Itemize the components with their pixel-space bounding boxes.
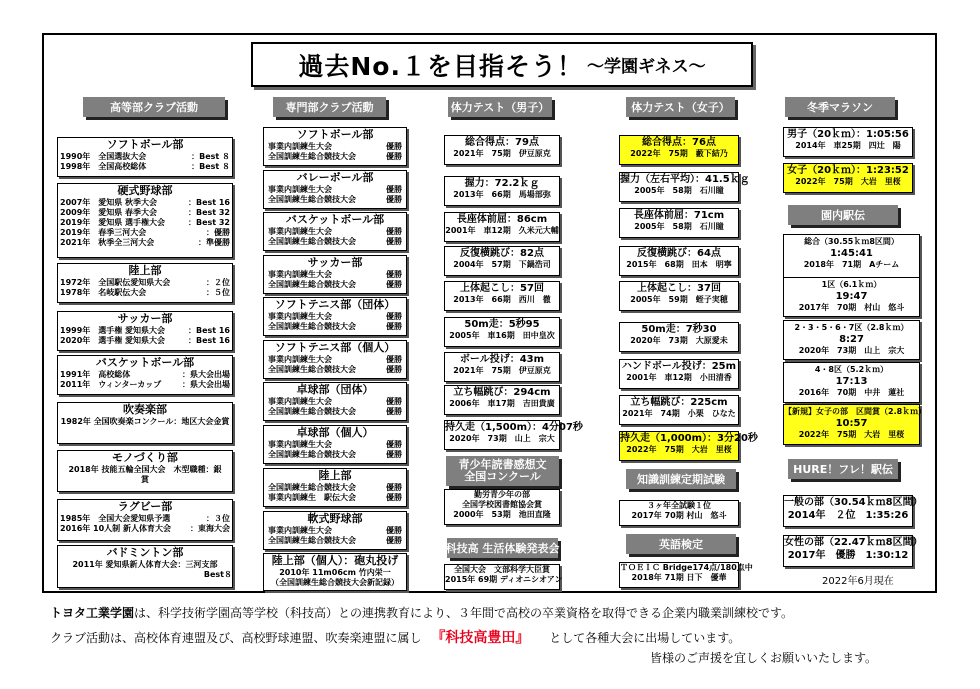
fitness-record-card bbox=[619, 208, 739, 238]
essay-award: 全国学校図書館協会賞 bbox=[462, 500, 542, 509]
record-event: 事業内訓練生大会 bbox=[268, 526, 332, 535]
presentation-holder: 2015年 69期 ディオニシオアン bbox=[445, 575, 563, 584]
record-title: 総合得点：76点 bbox=[642, 137, 716, 148]
record-holder: 2001年 車12期 久米元大輔 bbox=[445, 226, 559, 235]
fitness-record-card bbox=[444, 135, 560, 165]
record-event: 全国訓練生総合競技大会 bbox=[268, 152, 356, 161]
club-record: 1982年 全国吹奏楽コンクール：地区大会金賞 bbox=[60, 417, 230, 426]
record-result: ：準優勝 bbox=[198, 238, 230, 247]
ekiden-record-card bbox=[783, 320, 920, 360]
footer-line-1-text: は、科学技術学園高等学校（科技高）との連携教育により、３年間で高校の卒業資格を取得できる企業内職業訓練校です。 bbox=[134, 606, 794, 620]
title-main: 過去No.１を目指そう！ bbox=[298, 51, 583, 81]
english-test-card bbox=[619, 562, 753, 588]
header-life-experience-presentation: 科技高 生活体験発表会 bbox=[447, 538, 558, 558]
club-name: モノづくり部 bbox=[112, 451, 178, 464]
club-record bbox=[264, 142, 406, 152]
record-event: 全国訓練生総合競技大会 bbox=[268, 450, 356, 459]
fitness-record-card bbox=[444, 246, 560, 276]
hure-ekiden-card bbox=[783, 495, 923, 527]
record-event: 全国訓練生総合競技大会 bbox=[268, 365, 356, 374]
club-name: サッカー部 bbox=[117, 312, 173, 325]
ekiden-time: 10:57 bbox=[835, 418, 868, 429]
ekiden-record-card bbox=[783, 234, 920, 280]
fitness-record-card bbox=[444, 176, 560, 206]
record-event: 全国訓練生総合競技大会 bbox=[268, 407, 356, 416]
record-result: ：Best 32 bbox=[187, 218, 230, 227]
record-event: 2009年 愛知県 春季大会 bbox=[60, 208, 158, 217]
ekiden-holder: 2017年 70期 村山 悠斗 bbox=[798, 303, 905, 312]
club-record bbox=[264, 450, 406, 460]
marathon-record-card bbox=[783, 127, 913, 157]
club-record bbox=[58, 218, 232, 228]
record-result: 2017年 優勝 1:30:12 bbox=[787, 550, 909, 561]
club-record bbox=[264, 185, 406, 195]
essay-holder: 2000年 53期 池田直隆 bbox=[453, 510, 551, 519]
record-result: ：Best ８ bbox=[191, 152, 230, 161]
ekiden-section: 2・3・5・6・7区（2.8ｋｍ） bbox=[794, 323, 909, 332]
record-result: ：県大会出場 bbox=[182, 370, 230, 379]
club-record bbox=[264, 322, 406, 332]
record-holder: 2021年 75期 伊豆原克 bbox=[453, 149, 551, 158]
record-result: ：２位 bbox=[206, 278, 230, 287]
header-hure-ekiden: HURE！フレ！駅伝 bbox=[788, 459, 898, 479]
record-holder: 2022年 75期 藪下結乃 bbox=[630, 149, 728, 158]
record-event: 2011年 ウィンターカップ bbox=[60, 380, 162, 389]
record-holder: 2021年 74期 小栗 ひなた bbox=[622, 409, 736, 418]
fitness-record-card bbox=[619, 322, 739, 352]
ekiden-holder: 2016年 70期 中井 蓮社 bbox=[798, 388, 905, 397]
club-record bbox=[264, 195, 406, 205]
club-name: 硬式野球部 bbox=[117, 184, 173, 197]
vocational-club-card bbox=[263, 340, 407, 379]
ekiden-record-card bbox=[783, 277, 920, 317]
vocational-club-card bbox=[263, 255, 407, 294]
club-record bbox=[58, 208, 232, 218]
record-holder: 2004年 57期 下鍋浩司 bbox=[453, 260, 551, 269]
high-school-club-card bbox=[57, 183, 233, 258]
record-holder: 2006年 車17期 吉田貴廣 bbox=[449, 399, 555, 408]
essay-contest-card bbox=[444, 489, 560, 525]
fitness-record-card bbox=[444, 420, 583, 450]
record-event: 2019年 春季三河大会 bbox=[60, 228, 147, 237]
record-result: 優勝 bbox=[386, 397, 402, 406]
record-title: 持久走（1,500m）：4分07秒 bbox=[445, 422, 583, 433]
record-result: 優勝 bbox=[386, 280, 402, 289]
ekiden-time: 19:47 bbox=[835, 291, 868, 302]
club-record bbox=[264, 536, 406, 546]
record-title: 反復横跳び：64点 bbox=[637, 248, 721, 259]
record-title: 立ち幅跳び：294cm bbox=[453, 387, 551, 398]
club-name: 軟式野球部 bbox=[307, 512, 363, 525]
knowledge-exam-card bbox=[619, 500, 739, 526]
header-campus-ekiden: 園内駅伝 bbox=[788, 205, 898, 225]
club-name: サッカー部 bbox=[307, 256, 363, 269]
vocational-club-card bbox=[263, 553, 407, 591]
record-title: 上体起こし：37回 bbox=[637, 283, 721, 294]
record-event: 全国訓練生総合競技大会 bbox=[268, 322, 356, 331]
record-event: 事業内訓練生大会 bbox=[268, 397, 332, 406]
club-record bbox=[58, 278, 232, 288]
record-event: 全国訓練生総合競技大会 bbox=[268, 483, 356, 492]
fitness-record-card bbox=[619, 359, 739, 389]
header-essay-contest: 青少年読書感想文 全国コンクール bbox=[446, 456, 559, 486]
as-of-date: 2022年6月現在 bbox=[822, 576, 894, 587]
club-name: バレーボール部 bbox=[296, 171, 374, 184]
ekiden-record-card bbox=[783, 404, 927, 445]
fitness-record-card bbox=[444, 385, 560, 415]
club-record bbox=[264, 397, 406, 407]
club-name: 陸上部 bbox=[318, 469, 352, 482]
record-event: 全国訓練生総合競技大会 bbox=[268, 280, 356, 289]
club-record bbox=[264, 270, 406, 280]
record-title: ハンドボール投げ：25m bbox=[621, 361, 737, 372]
record-event: 1999年 選手権 愛知県大会 bbox=[60, 326, 166, 335]
record-result: ：Best 16 bbox=[187, 198, 230, 207]
fitness-record-card bbox=[619, 281, 739, 311]
record-holder: 2013年 66期 馬場部弥 bbox=[453, 190, 551, 199]
record-event: 2007年 愛知県 秋季大会 bbox=[60, 198, 158, 207]
record-title: 握力（左右平均）：41.5ｋｇ bbox=[620, 174, 750, 185]
record-event: 全国訓練生総合競技大会 bbox=[268, 237, 356, 246]
club-name: ラグビー部 bbox=[117, 500, 173, 513]
club-record bbox=[264, 407, 406, 417]
record-result: 優勝 bbox=[386, 312, 402, 321]
header-winter-marathon: 冬季マラソン bbox=[785, 97, 895, 117]
record-holder: 2005年 58期 石川瞳 bbox=[634, 222, 724, 231]
record-event: 1991年 高校総体 bbox=[60, 370, 131, 379]
high-school-club-card bbox=[57, 545, 233, 588]
vocational-club-card bbox=[263, 170, 407, 209]
record-result: 優勝 bbox=[386, 440, 402, 449]
club-record bbox=[264, 152, 406, 162]
ekiden-time: 1:45:41 bbox=[830, 248, 873, 259]
record-result: 優勝 bbox=[386, 152, 402, 161]
high-school-club-card bbox=[57, 355, 233, 395]
footer-line-2-pre: クラブ活動は、高校体育連盟及び、高校野球連盟、吹奏楽連盟に属し bbox=[50, 631, 422, 645]
ekiden-section: 1区（6.1ｋｍ） bbox=[821, 280, 882, 289]
record-title: 女性の部（22.47ｋｍ8区間） bbox=[784, 537, 923, 548]
club-name: ソフトボール部 bbox=[296, 128, 374, 141]
record-result: 優勝 bbox=[386, 407, 402, 416]
record-result: ：Best 16 bbox=[187, 336, 230, 345]
club-name: ソフトテニス部（団体） bbox=[274, 298, 396, 311]
record-event: 全国訓練生総合競技大会 bbox=[268, 536, 356, 545]
record-event: 2016年 10人制 新人体育大会 bbox=[60, 524, 171, 533]
record-result: 優勝 bbox=[386, 526, 402, 535]
record-holder: 2005年 58期 石川瞳 bbox=[634, 186, 724, 195]
high-school-club-card bbox=[57, 450, 233, 492]
header-high-school-clubs: 高等部クラブ活動 bbox=[83, 97, 225, 117]
header-english-test: 英語検定 bbox=[626, 534, 736, 554]
record-title: 立ち幅跳び：225cm bbox=[630, 397, 728, 408]
club-record bbox=[58, 380, 232, 390]
footer-line-3: 皆様のご声援を宜しくお願いいたします。 bbox=[650, 651, 878, 665]
record-event: 事業内訓練生大会 bbox=[268, 142, 332, 151]
record-title: 上体起こし：57回 bbox=[460, 283, 544, 294]
high-school-club-card bbox=[57, 499, 233, 541]
club-record bbox=[264, 237, 406, 247]
record-event: 1985年 全国大会愛知県予選 bbox=[60, 514, 171, 523]
record-event: 事業内訓練生 駅伝大会 bbox=[268, 493, 356, 502]
record-event: 1998年 全国高校総体 bbox=[60, 162, 147, 171]
header-fitness-test-male: 体力テスト（男子） bbox=[448, 97, 552, 117]
marathon-record-card bbox=[783, 163, 913, 193]
club-record bbox=[264, 227, 406, 237]
record-result: ：３位 bbox=[206, 514, 230, 523]
club-name: 卓球部（団体） bbox=[296, 383, 374, 396]
club-name: バスケットボール部 bbox=[95, 356, 195, 369]
record-result: 優勝 bbox=[386, 536, 402, 545]
record-holder: 2020年 73期 大原愛未 bbox=[630, 336, 728, 345]
high-school-club-card bbox=[57, 402, 233, 444]
ekiden-holder: 2022年 75期 大岩 里桜 bbox=[798, 430, 905, 439]
footer-line-1 bbox=[50, 604, 793, 621]
presentation-award: 全国大会 文部科学大臣賞 bbox=[454, 565, 550, 574]
fitness-record-card bbox=[444, 281, 560, 311]
club-name: ソフトテニス部（個人） bbox=[274, 341, 396, 354]
club-record bbox=[58, 228, 232, 238]
club-record: Best８ bbox=[203, 570, 232, 579]
record-event: 事業内訓練生大会 bbox=[268, 270, 332, 279]
club-record bbox=[58, 198, 232, 208]
ekiden-section: 【新規】女子の部 区間賞（2.8ｋｍ） bbox=[784, 407, 927, 416]
record-holder: 2005年 59期 蛭子実穂 bbox=[630, 295, 728, 304]
record-title: 持久走（1,000m）：3分20秒 bbox=[620, 433, 758, 444]
title-sub: 〜学園ギネス〜 bbox=[586, 57, 706, 77]
hure-ekiden-card bbox=[783, 535, 923, 567]
ekiden-holder: 2018年 71期 Aチーム bbox=[803, 260, 900, 269]
record-result: ：優勝 bbox=[206, 228, 230, 237]
ekiden-record-card bbox=[783, 362, 920, 403]
header-vocational-clubs: 専門部クラブ活動 bbox=[273, 97, 386, 117]
record-event: 1990年 全国選抜大会 bbox=[60, 152, 147, 161]
page-title bbox=[251, 42, 753, 87]
record-result: 優勝 bbox=[386, 493, 402, 502]
record-result: 優勝 bbox=[386, 365, 402, 374]
record-result: ：５位 bbox=[206, 288, 230, 297]
fitness-record-card bbox=[619, 246, 739, 276]
record-result: ：Best ８ bbox=[191, 162, 230, 171]
record-result: 2014年 ２位 1:35:26 bbox=[787, 510, 909, 521]
record-title: 50m走：5秒95 bbox=[464, 319, 540, 330]
record-holder: 2001年 車12期 小田清香 bbox=[626, 373, 732, 382]
record-event: 全国訓練生総合競技大会 bbox=[268, 195, 356, 204]
school-name: トヨタ工業学園 bbox=[50, 606, 135, 620]
record-title: 女子（20ｋｍ）：1:23:52 bbox=[787, 165, 909, 176]
record-event: 2019年 愛知県 選手権大会 bbox=[60, 218, 166, 227]
club-name: ソフトボール部 bbox=[106, 138, 184, 151]
record-event: 事業内訓練生大会 bbox=[268, 440, 332, 449]
presentation-card bbox=[444, 564, 563, 590]
record-event: 2020年 選手権 愛知県大会 bbox=[60, 336, 166, 345]
high-school-club-card bbox=[57, 263, 233, 303]
record-title: ボール投げ：43m bbox=[459, 354, 545, 365]
club-name: バドミントン部 bbox=[106, 546, 184, 559]
club-record bbox=[58, 288, 232, 298]
vocational-club-card bbox=[263, 382, 407, 421]
fitness-record-card bbox=[444, 352, 560, 382]
high-school-club-card bbox=[57, 137, 233, 177]
fitness-record-card bbox=[444, 212, 560, 242]
record-holder: 2022年 75期 大岩 里桜 bbox=[795, 177, 901, 186]
record-holder: 2022年 75期 大岩 里桜 bbox=[626, 445, 732, 454]
record-result: 優勝 bbox=[386, 483, 402, 492]
vocational-club-card bbox=[263, 127, 407, 166]
club-record: 賞 bbox=[141, 475, 149, 484]
fitness-record-card bbox=[444, 317, 560, 347]
footer-highlight: 『科技高豊田』 bbox=[431, 630, 530, 646]
fitness-record-card bbox=[619, 135, 739, 165]
club-record bbox=[58, 152, 232, 162]
record-result: 優勝 bbox=[386, 270, 402, 279]
english-score: ＴＯＥＩＣ Bridge174点/180点中 bbox=[620, 563, 753, 572]
footer-line-2 bbox=[50, 627, 740, 647]
club-record bbox=[264, 493, 406, 503]
record-event: 事業内訓練生大会 bbox=[268, 185, 332, 194]
record-result: 優勝 bbox=[386, 185, 402, 194]
club-name: 陸上部（個人）：砲丸投げ bbox=[271, 554, 399, 567]
ekiden-section: 4・8区（5.2ｋｍ） bbox=[814, 365, 889, 374]
exam-result: ３ヶ年全試験１位 bbox=[647, 501, 711, 510]
record-event: 2021年 秋季全三河大会 bbox=[60, 238, 155, 247]
record-event: 事業内訓練生大会 bbox=[268, 227, 332, 236]
fitness-record-card bbox=[619, 395, 739, 425]
record-event: 事業内訓練生大会 bbox=[268, 355, 332, 364]
club-record bbox=[264, 280, 406, 290]
vocational-club-card bbox=[263, 297, 407, 336]
club-record bbox=[58, 336, 232, 346]
record-holder: 2013年 66期 西川 徹 bbox=[453, 295, 551, 304]
record-title: 長座体前屈：86cm bbox=[456, 214, 548, 225]
club-record: 2011年 愛知県新人体育大会：三河支部 bbox=[72, 560, 218, 569]
high-school-club-card bbox=[57, 311, 233, 351]
record-holder: 2015年 68期 田本 明寧 bbox=[626, 260, 732, 269]
club-record bbox=[58, 238, 232, 248]
ekiden-section: 総合（30.55ｋｍ8区間） bbox=[804, 237, 899, 246]
fitness-record-card bbox=[619, 431, 758, 461]
club-record bbox=[264, 312, 406, 322]
record-result: 優勝 bbox=[386, 237, 402, 246]
record-result: 優勝 bbox=[386, 322, 402, 331]
fitness-record-card bbox=[619, 172, 750, 202]
record-holder: 2014年 車25期 四辻 陽 bbox=[795, 141, 901, 150]
club-name: バスケットボール部 bbox=[285, 213, 385, 226]
record-result: 優勝 bbox=[386, 227, 402, 236]
record-result: ：Best 16 bbox=[187, 326, 230, 335]
record-title: 50m走：7秒30 bbox=[641, 324, 717, 335]
record-event: 1978年 名岐駅伝大会 bbox=[60, 288, 147, 297]
record-result: 優勝 bbox=[386, 195, 402, 204]
vocational-club-card bbox=[263, 468, 407, 507]
vocational-club-card bbox=[263, 425, 407, 464]
vocational-club-card bbox=[263, 511, 407, 550]
english-holder: 2018年 71期 日下 優華 bbox=[631, 573, 727, 582]
club-record bbox=[58, 326, 232, 336]
club-record: 2018年 技能五輪全国大会 木型職種：銀 bbox=[68, 465, 222, 474]
record-result: 優勝 bbox=[386, 355, 402, 364]
record-title: 一般の部（30.54ｋｍ8区間） bbox=[784, 497, 923, 508]
record-result: ：Best 32 bbox=[187, 208, 230, 217]
club-record bbox=[264, 355, 406, 365]
club-record bbox=[264, 365, 406, 375]
record-result: ：東海大会 bbox=[190, 524, 230, 533]
club-record bbox=[264, 526, 406, 536]
header-knowledge-exam: 知識訓練定期試験 bbox=[626, 469, 736, 489]
record-holder: 2005年 車16期 田中皇次 bbox=[449, 331, 555, 340]
club-record bbox=[58, 524, 232, 534]
record-result: 優勝 bbox=[386, 450, 402, 459]
footer-line-2-post: として各種大会に出場しています。 bbox=[549, 631, 741, 645]
record-result: 優勝 bbox=[386, 142, 402, 151]
club-record: （全国訓練生総合競技大会新記録） bbox=[271, 578, 399, 587]
record-event: 1972年 全国駅伝愛知県大会 bbox=[60, 278, 171, 287]
club-name: 陸上部 bbox=[128, 264, 162, 277]
club-record bbox=[264, 440, 406, 450]
record-result: ：県大会出場 bbox=[182, 380, 230, 389]
record-holder: 2020年 73期 山上 宗大 bbox=[449, 434, 555, 443]
club-record: 2010年 11m06cm 竹内栄一 bbox=[279, 568, 391, 577]
club-record bbox=[58, 370, 232, 380]
header-fitness-test-female: 体力テスト（女子） bbox=[626, 97, 735, 117]
record-holder: 2021年 75期 伊豆原克 bbox=[453, 366, 551, 375]
record-title: 男子（20ｋｍ）：1:05:56 bbox=[787, 129, 909, 140]
record-title: 握力：72.2ｋｇ bbox=[464, 178, 540, 189]
ekiden-time: 17:13 bbox=[835, 376, 868, 387]
ekiden-time: 8:27 bbox=[839, 334, 864, 345]
exam-holder: 2017年 70期 村山 悠斗 bbox=[631, 511, 727, 520]
record-event: 事業内訓練生大会 bbox=[268, 312, 332, 321]
club-name: 卓球部（個人） bbox=[296, 426, 374, 439]
club-name: 吹奏楽部 bbox=[123, 403, 167, 416]
record-title: 総合得点：79点 bbox=[465, 137, 539, 148]
club-record bbox=[58, 514, 232, 524]
ekiden-holder: 2020年 73期 山上 宗大 bbox=[798, 346, 905, 355]
essay-category: 勤労青少年の部 bbox=[474, 490, 530, 499]
vocational-club-card bbox=[263, 212, 407, 251]
club-record bbox=[58, 162, 232, 172]
record-title: 長座体前屈：71cm bbox=[633, 210, 725, 221]
record-title: 反復横跳び：82点 bbox=[460, 248, 544, 259]
club-record bbox=[264, 483, 406, 493]
